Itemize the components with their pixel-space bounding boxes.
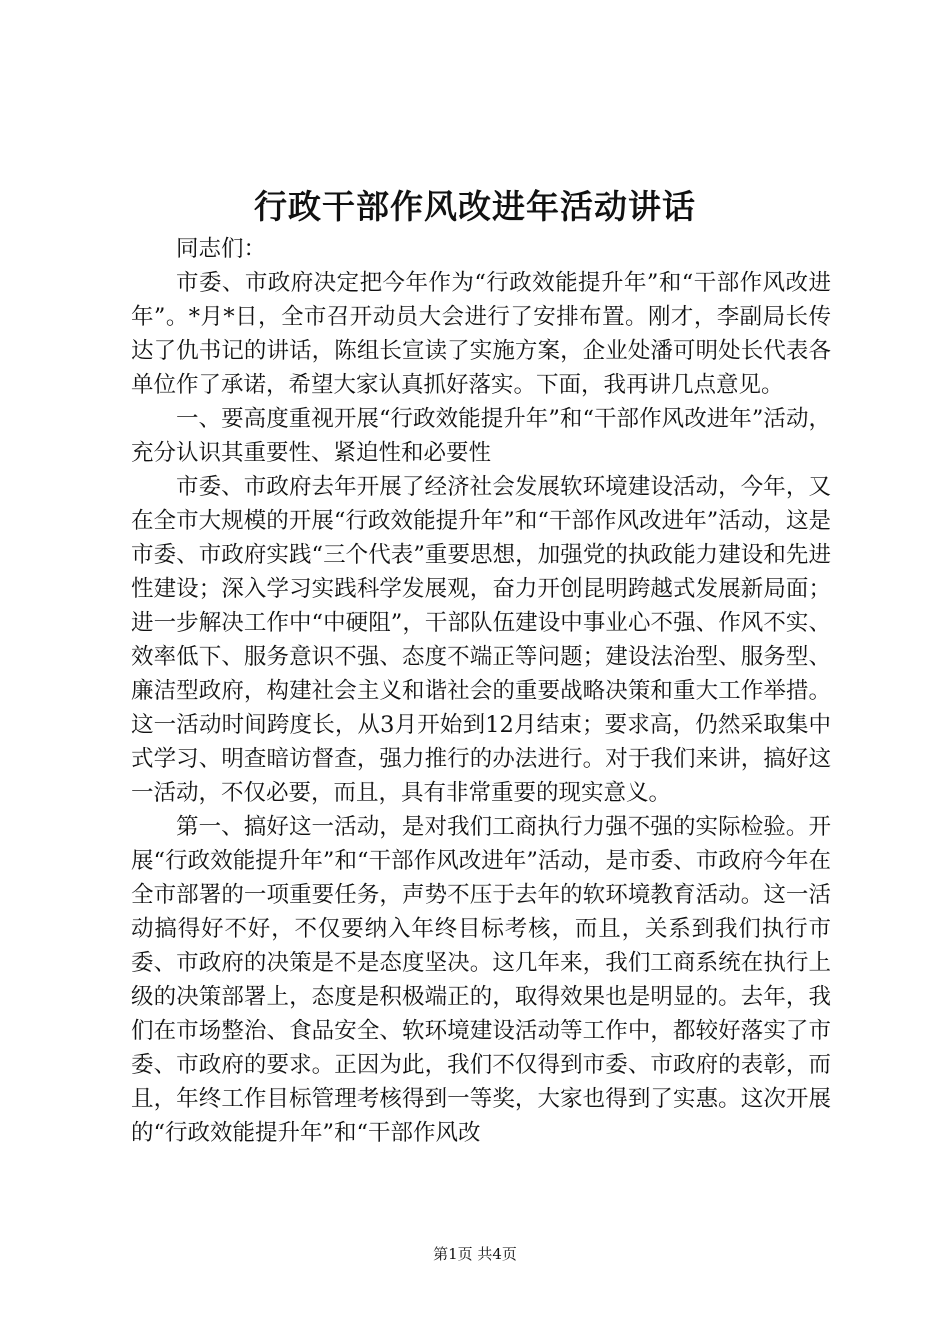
paragraph-point-1: 第一、搞好这一活动，是对我们工商执行力强不强的实际检验。开展“行政效能提升年”和“干部作风改进年”活动，是市委、市政府今年在全市部署的一项重要任务，声势不压于去年的软环境教育活动。这一活动搞得好不好，不仅要纳入年终目标考核，而且，关系到我们执行市委、市政府的决策是不是态度坚决。这几年来，我们工商系统在执行上级的决策部署上，态度是积极端正的，取得效果也是明显的。去年，我们在市场整治、食品安全、软环境建设活动等工作中，都较好落实了市委、市政府的要求。正因为此，我们不仅得到市委、市政府的表彰，而且，年终工作目标管理考核得到一等奖，大家也得到了实惠。这次开展的“行政效能提升年”和“干部作风改 xyxy=(131,814,831,1146)
paragraph-intro: 市委、市政府决定把今年作为“行政效能提升年”和“干部作风改进年”。*月*日，全市召开动员大会进行了安排布置。刚才，李副局长传达了仇书记的讲话，陈组长宣读了实施方案，企业处潘可明处长代表各单位作了承诺，希望大家认真抓好落实。下面，我再讲几点意见。 xyxy=(131,270,831,398)
paragraph-background: 市委、市政府去年开展了经济社会发展软环境建设活动，今年，又在全市大规模的开展“行政效能提升年”和“干部作风改进年”活动，这是市委、市政府实践“三个代表”重要思想，加强党的执政能力建设和先进性建设；深入学习实践科学发展观，奋力开创昆明跨越式发展新局面；进一步解决工作中“中硬阻”，干部队伍建设中事业心不强、作风不实、效率低下、服务意识不强、态度不端正等问题；建设法治型、服务型、廉洁型政府，构建社会主义和谐社会的重要战略决策和重大工作举措。这一活动时间跨度长，从3月开始到12月结束；要求高，仍然采取集中式学习、明查暗访督查，强力推行的办法进行。对于我们来讲，搞好这一活动，不仅必要，而且，具有非常重要的现实意义。 xyxy=(131,474,831,806)
document-body xyxy=(131,232,831,1150)
document-title: 行政干部作风改进年活动讲话 xyxy=(254,187,696,226)
page-footer: 第1页 共4页 xyxy=(433,1245,517,1263)
section-heading-1: 一、要高度重视开展“行政效能提升年”和“干部作风改进年”活动，充分认识其重要性、紧迫性和必要性 xyxy=(131,406,831,466)
salutation: 同志们： xyxy=(176,236,267,262)
